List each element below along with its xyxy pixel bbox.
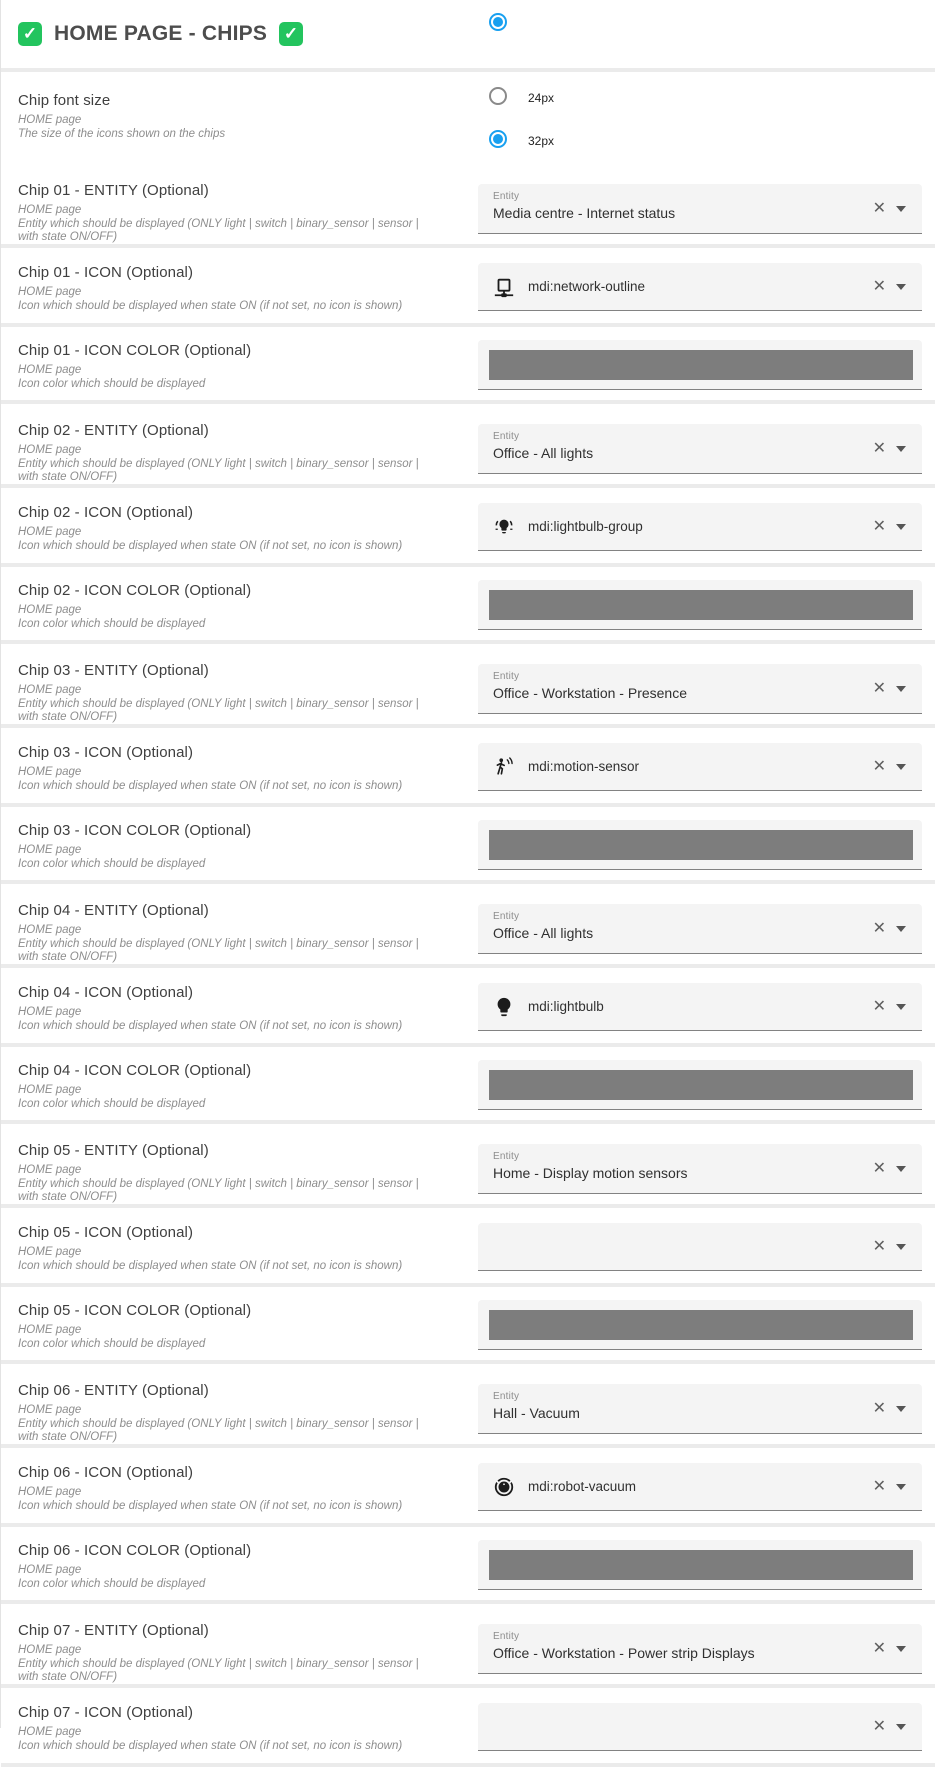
setting-row-color [1, 1527, 935, 1600]
setting-description: Icon which should be displayed when state ON (if not set, no icon is shown) [18, 1739, 403, 1752]
setting-subtitle: HOME page [18, 204, 82, 216]
clear-icon[interactable]: ✕ [872, 757, 886, 775]
setting-row-color [1, 807, 935, 880]
setting-row-icon [1, 488, 935, 563]
setting-title: Chip 04 - ICON (Optional) [18, 984, 194, 1001]
icon-field-value: mdi:network-outline [528, 279, 646, 294]
entity-field-value: Office - All lights [493, 925, 594, 941]
clear-icon[interactable]: ✕ [872, 1717, 886, 1735]
setting-title: Chip 02 - ICON COLOR (Optional) [18, 582, 252, 599]
clear-icon[interactable]: ✕ [872, 439, 886, 457]
setting-description: Icon color which should be displayed [18, 377, 206, 390]
setting-description: Icon which should be displayed when state ON (if not set, no icon is shown) [18, 1019, 403, 1032]
setting-subtitle: HOME page [18, 526, 82, 538]
setting-description: Entity which should be displayed (ONLY light | switch | binary_sensor | sensor | with state ON/OFF) [18, 1177, 419, 1204]
section-header [1, 0, 935, 68]
setting-description: Icon which should be displayed when state ON (if not set, no icon is shown) [18, 1499, 403, 1512]
clear-icon[interactable]: ✕ [872, 1159, 886, 1177]
color-swatch-bar[interactable] [489, 1310, 913, 1340]
entity-field-value: Office - Workstation - Power strip Displays [493, 1645, 755, 1661]
icon-select-field[interactable] [478, 1223, 922, 1271]
chevron-down-icon[interactable] [896, 686, 906, 692]
color-picker-field[interactable] [478, 580, 922, 630]
color-swatch-bar[interactable] [489, 1070, 913, 1100]
radio-32px[interactable] [489, 130, 507, 148]
chevron-down-icon[interactable] [896, 764, 906, 770]
setting-subtitle: HOME page [18, 286, 82, 298]
entity-field-value: Hall - Vacuum [493, 1405, 580, 1421]
setting-subtitle: HOME page [18, 1486, 82, 1498]
entity-field-label: Entity [493, 911, 520, 922]
setting-title: Chip 05 - ICON COLOR (Optional) [18, 1302, 252, 1319]
chevron-down-icon[interactable] [896, 446, 906, 452]
setting-title: Chip 04 - ENTITY (Optional) [18, 902, 209, 919]
setting-title: Chip 03 - ICON (Optional) [18, 744, 194, 761]
setting-title: Chip 02 - ENTITY (Optional) [18, 422, 209, 439]
color-swatch-bar[interactable] [489, 1550, 913, 1580]
chevron-down-icon[interactable] [896, 1724, 906, 1730]
page-title: HOME PAGE - CHIPS [54, 22, 268, 45]
setting-title: Chip 05 - ENTITY (Optional) [18, 1142, 209, 1159]
chevron-down-icon[interactable] [896, 926, 906, 932]
motion-sensor-icon [493, 756, 515, 778]
setting-subtitle: HOME page [18, 1246, 82, 1258]
entity-field-value: Office - Workstation - Presence [493, 685, 687, 701]
setting-title: Chip 01 - ICON (Optional) [18, 264, 194, 281]
chevron-down-icon[interactable] [896, 1004, 906, 1010]
setting-row-icon [1, 1688, 935, 1763]
setting-row-icon [1, 968, 935, 1043]
setting-row-color [1, 1287, 935, 1360]
clear-icon[interactable]: ✕ [872, 277, 886, 295]
color-picker-field[interactable] [478, 1060, 922, 1110]
icon-select-field[interactable] [478, 983, 922, 1031]
setting-description: Icon color which should be displayed [18, 1097, 206, 1110]
clear-icon[interactable]: ✕ [872, 919, 886, 937]
entity-field-value: Office - All lights [493, 445, 594, 461]
setting-title: Chip 03 - ENTITY (Optional) [18, 662, 209, 679]
setting-subtitle: HOME page [18, 1726, 82, 1738]
setting-row-entity [1, 1124, 935, 1204]
setting-row-entity [1, 644, 935, 724]
setting-subtitle: HOME page [18, 1404, 82, 1416]
setting-description: Entity which should be displayed (ONLY light | switch | binary_sensor | sensor | with state ON/OFF) [18, 1657, 419, 1684]
entity-field-label: Entity [493, 1391, 520, 1402]
setting-description: Entity which should be displayed (ONLY light | switch | binary_sensor | sensor | with state ON/OFF) [18, 457, 419, 484]
entity-field-label: Entity [493, 671, 520, 682]
radio-24px[interactable] [489, 87, 507, 105]
setting-title: Chip 05 - ICON (Optional) [18, 1224, 194, 1241]
setting-subtitle: HOME page [18, 1084, 82, 1096]
radio-label: 24px [528, 91, 555, 105]
setting-title: Chip 01 - ENTITY (Optional) [18, 182, 209, 199]
setting-title: Chip 04 - ICON COLOR (Optional) [18, 1062, 252, 1079]
color-swatch-bar[interactable] [489, 830, 913, 860]
setting-row-entity [1, 884, 935, 964]
setting-description: Icon which should be displayed when state ON (if not set, no icon is shown) [18, 539, 403, 552]
lightbulb-icon [493, 996, 515, 1018]
setting-description: Icon color which should be displayed [18, 1337, 206, 1350]
network-outline-icon [493, 276, 515, 298]
entity-select-field[interactable] [478, 664, 922, 714]
setting-row-icon [1, 728, 935, 803]
icon-select-field[interactable] [478, 743, 922, 791]
color-picker-field[interactable] [478, 1540, 922, 1590]
setting-row-entity [1, 1604, 935, 1684]
setting-title: Chip 01 - ICON COLOR (Optional) [18, 342, 252, 359]
icon-field-value: mdi:lightbulb-group [528, 519, 643, 534]
setting-row-color [1, 567, 935, 640]
setting-description: Icon which should be displayed when state ON (if not set, no icon is shown) [18, 779, 403, 792]
lightbulb-group-icon [493, 516, 515, 538]
entity-field-value: Home - Display motion sensors [493, 1165, 688, 1181]
setting-description: Entity which should be displayed (ONLY light | switch | binary_sensor | sensor | with state ON/OFF) [18, 937, 419, 964]
setting-description: Entity which should be displayed (ONLY light | switch | binary_sensor | sensor | with state ON/OFF) [18, 697, 419, 724]
setting-subtitle: HOME page [18, 1324, 82, 1336]
clear-icon[interactable]: ✕ [872, 1399, 886, 1417]
setting-title: Chip 06 - ICON (Optional) [18, 1464, 194, 1481]
chevron-down-icon[interactable] [896, 524, 906, 530]
entity-select-field[interactable] [478, 904, 922, 954]
setting-description: Entity which should be displayed (ONLY light | switch | binary_sensor | sensor | with state ON/OFF) [18, 217, 419, 244]
color-swatch-bar[interactable] [489, 350, 913, 380]
check-emoji-icon: ✓ [279, 22, 303, 46]
setting-description: Icon color which should be displayed [18, 1577, 206, 1590]
setting-title: Chip font size [18, 92, 111, 109]
setting-subtitle: HOME page [18, 684, 82, 696]
setting-row-entity [1, 404, 935, 484]
icon-field-value: mdi:motion-sensor [528, 759, 640, 774]
clear-icon[interactable]: ✕ [872, 199, 886, 217]
color-picker-field[interactable] [478, 1300, 922, 1350]
clear-icon[interactable]: ✕ [872, 997, 886, 1015]
color-picker-field[interactable] [478, 340, 922, 390]
setting-subtitle: HOME page [18, 364, 82, 376]
entity-select-field[interactable] [478, 1624, 922, 1674]
setting-subtitle: HOME page [18, 1164, 82, 1176]
entity-field-label: Entity [493, 431, 520, 442]
setting-row-color [1, 1047, 935, 1120]
chevron-down-icon[interactable] [896, 1166, 906, 1172]
chevron-down-icon[interactable] [896, 1484, 906, 1490]
setting-subtitle: HOME page [18, 1006, 82, 1018]
setting-subtitle: HOME page [18, 766, 82, 778]
setting-title: Chip 02 - ICON (Optional) [18, 504, 194, 521]
entity-field-value: Media centre - Internet status [493, 205, 676, 221]
setting-subtitle: HOME page [18, 114, 82, 126]
clear-icon[interactable]: ✕ [872, 679, 886, 697]
setting-subtitle: HOME page [18, 444, 82, 456]
setting-row-icon [1, 1208, 935, 1283]
setting-title: Chip 07 - ICON (Optional) [18, 1704, 194, 1721]
setting-title: Chip 06 - ICON COLOR (Optional) [18, 1542, 252, 1559]
icon-field-value: mdi:robot-vacuum [528, 1479, 637, 1494]
radio-label: 32px [528, 134, 555, 148]
setting-subtitle: HOME page [18, 924, 82, 936]
icon-select-field[interactable] [478, 1703, 922, 1751]
setting-subtitle: HOME page [18, 1644, 82, 1656]
icon-select-field[interactable] [478, 263, 922, 311]
color-picker-field[interactable] [478, 820, 922, 870]
chevron-down-icon[interactable] [896, 1406, 906, 1412]
setting-description: The size of the icons shown on the chips [18, 127, 226, 140]
setting-title: Chip 06 - ENTITY (Optional) [18, 1382, 209, 1399]
check-emoji-icon: ✓ [18, 22, 42, 46]
entity-field-label: Entity [493, 1151, 520, 1162]
setting-row-icon [1, 248, 935, 323]
entity-field-label: Entity [493, 1631, 520, 1642]
setting-row-entity [1, 1364, 935, 1444]
entity-select-field[interactable] [478, 1144, 922, 1194]
clear-icon[interactable]: ✕ [872, 517, 886, 535]
setting-subtitle: HOME page [18, 844, 82, 856]
entity-select-field[interactable] [478, 1384, 922, 1434]
setting-description: Icon color which should be displayed [18, 617, 206, 630]
setting-row-color [1, 327, 935, 400]
entity-select-field[interactable] [478, 424, 922, 474]
setting-row-icon [1, 1448, 935, 1523]
setting-title: Chip 07 - ENTITY (Optional) [18, 1622, 209, 1639]
chevron-down-icon[interactable] [896, 1646, 906, 1652]
chevron-down-icon[interactable] [896, 284, 906, 290]
setting-description: Entity which should be displayed (ONLY light | switch | binary_sensor | sensor | with state ON/OFF) [18, 1417, 419, 1444]
clear-icon[interactable]: ✕ [872, 1237, 886, 1255]
chevron-down-icon[interactable] [896, 1244, 906, 1250]
setting-description: Icon color which should be displayed [18, 857, 206, 870]
entity-select-field[interactable] [478, 184, 922, 234]
row-divider [1, 1763, 935, 1767]
icon-select-field[interactable] [478, 1463, 922, 1511]
entity-field-label: Entity [493, 191, 520, 202]
clear-icon[interactable]: ✕ [872, 1639, 886, 1657]
color-swatch-bar[interactable] [489, 590, 913, 620]
robot-vacuum-icon [493, 1476, 515, 1498]
clear-icon[interactable]: ✕ [872, 1477, 886, 1495]
setting-row-entity [1, 164, 935, 244]
icon-field-value: mdi:lightbulb [528, 999, 604, 1014]
icon-select-field[interactable] [478, 503, 922, 551]
setting-description: Icon which should be displayed when state ON (if not set, no icon is shown) [18, 299, 403, 312]
setting-title: Chip 03 - ICON COLOR (Optional) [18, 822, 252, 839]
setting-row-chip-font-size [1, 72, 935, 164]
setting-subtitle: HOME page [18, 1564, 82, 1576]
top-radio-button[interactable] [489, 13, 507, 31]
setting-subtitle: HOME page [18, 604, 82, 616]
chevron-down-icon[interactable] [896, 206, 906, 212]
setting-description: Icon which should be displayed when state ON (if not set, no icon is shown) [18, 1259, 403, 1272]
